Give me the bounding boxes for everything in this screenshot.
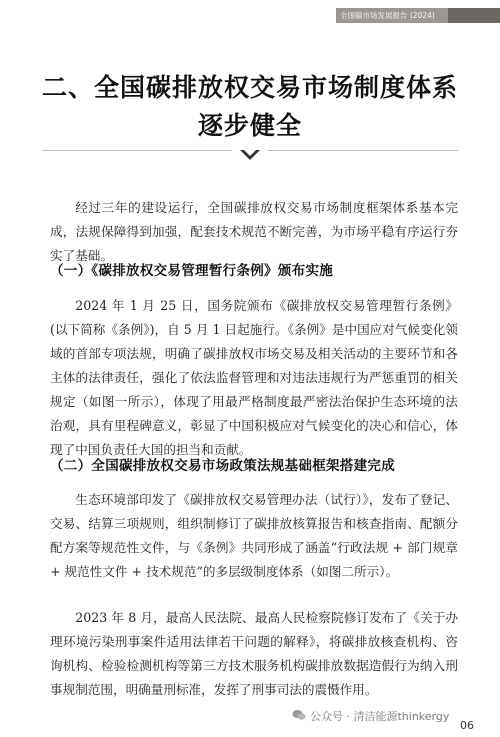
divider-left	[42, 150, 232, 151]
intro-paragraph: 经过三年的建设运行，全国碳排放权交易市场制度框架体系基本完成，法规保障得到加强，配套技术规范不断完善，为市场平稳有序运行夯实了基础。	[50, 200, 458, 263]
section2-heading: （二）全国碳排放权交易市场政策法规基础框架搭建完成	[50, 458, 395, 474]
header-accent-block	[448, 8, 500, 23]
running-header	[336, 8, 500, 23]
chapter-title-line2: 逐步健全	[197, 111, 302, 140]
chevron-inner-cutout	[244, 150, 256, 156]
page-number: 06	[460, 719, 474, 732]
wechat-icon	[292, 709, 306, 721]
section2-paragraph-2: 2023 年 8 月，最高人民法院、最高人民检察院修订发布了《关于办理环境污染刑事案件适用法律若干问题的解释》，将碳排放核查机构、咨询机构、检验检测机构等第三方技术服务机构碳排放数据造假行为纳入刑事规制范围，明确量刑标准，发挥了刑事司法的震慑作用。	[50, 610, 458, 697]
watermark-text: 公众号 · 清洁能源thinkergy	[310, 710, 450, 723]
section1-heading: （一）《碳排放权交易管理暂行条例》颁布实施	[50, 263, 334, 279]
section2-paragraph-1: 生态环境部印发了《碳排放权交易管理办法（试行）》，发布了登记、交易、结算三项规则，组织制修订了碳排放核算报告和核查指南、配额分配方案等规范性文件，与《条例》共同形成了涵盖“行政法规 + 部门规章 + 规范性文件 + 技术规范”的多层级制度体系（如图二所示）。	[50, 492, 458, 579]
chapter-title-line1: 二、全国碳排放权交易市场制度体系	[41, 73, 458, 102]
section1-paragraph: 2024 年 1 月 25 日，国务院颁布《碳排放权交易管理暂行条例》(以下简称《条例》)，自 5 月 1 日起施行。《条例》是中国应对气候变化领域的首部专项法规，明确了碳排放权市场交易及相关活动的主要环节和各主体的法律责任，强化了依法监督管理和对违法违规行为严惩重罚的相关规定（如图一所示），体现了用最严格制度最严密法治保护生态环境的法治观，具有里程碑意义，彰显了中国积极应对气候变化的决心和信心，体现了中国负责任大国的担当和贡献。	[50, 298, 458, 457]
running-header-title: 全国碳市场发展报告 (2024)	[340, 11, 435, 20]
divider-right	[268, 150, 458, 151]
